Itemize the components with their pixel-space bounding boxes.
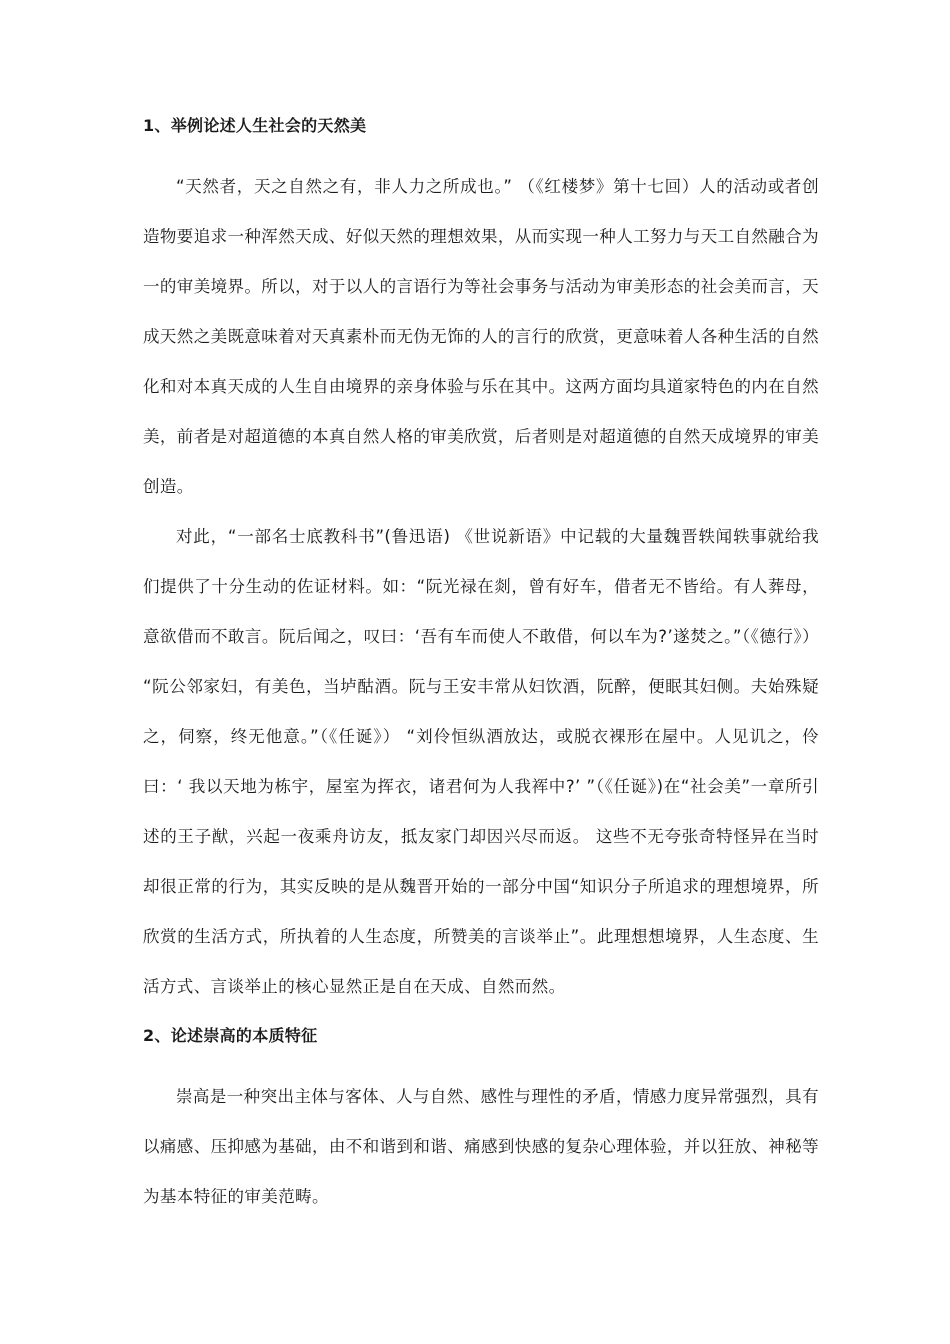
section-1-heading: 1、举例论述人生社会的天然美 bbox=[143, 116, 367, 135]
section-2-paragraph-1: 崇高是一种突出主体与客体、人与自然、感性与理性的矛盾，情感力度异常强烈，具有以痛感、压抑感为基础，由不和谐到和谐、痛感到快感的复杂心理体验，并以狂放、神秘等为基本特征的审美范畴。 bbox=[143, 1087, 819, 1206]
section-1-paragraph-2: 对此，“一部名士底教科书”(鲁迅语) 《世说新语》中记载的大量魏晋轶闻轶事就给我们提供了十分生动的佐证材料。如：“阮光禄在剡，曾有好车，借者无不皆给。有人葬母，意欲借而不敢言。阮后闻之，叹曰：‘吾有车而使人不敢借，何以车为?’遂焚之。”（《德行》） “阮公邻家妇，有美色，当垆酤酒。阮与王安丰常从妇饮酒，阮醉，便眠其妇侧。夫始殊疑之，伺察，终无他意。”（《任诞》） “刘伶恒纵酒放达，或脱衣裸形在屋中。人见讥之，伶曰：‘ 我以天地为栋宇，屋室为挥衣，诸君何为人我裈中?’ ”（《任诞》)在“社会美”一章所引述的王子猷，兴起一夜乘舟访友，抵友家门却因兴尽而返。 这些不无夸张奇特怪异在当时却很正常的行为，其实反映的是从魏晋开始的一部分中国“知识分子所追求的理想境界，所欣赏的生活方式，所执着的人生态度，所赞美的言谈举止”。此理想想境界，人生态度、生活方式、言谈举止的核心显然正是自在天成、自然而然。 bbox=[143, 527, 819, 996]
section-1-paragraph-1: “天然者，天之自然之有，非人力之所成也。” （《红楼梦》第十七回）人的活动或者创造物要追求一种浑然天成、好似天然的理想效果，从而实现一种人工努力与天工自然融合为一的审美境界。所以，对于以人的言语行为等社会事务与活动为审美形态的社会美而言，天成天然之美既意味着对天真素朴而无伪无饰的人的言行的欣赏，更意味着人各种生活的自然化和对本真天成的人生自由境界的亲身体验与乐在其中。这两方面均具道家特色的内在自然美，前者是对超道德的本真自然人格的审美欣赏，后者则是对超道德的自然天成境界的审美创造。 bbox=[143, 177, 819, 496]
document-page bbox=[143, 106, 819, 1222]
section-2-heading: 2、论述崇高的本质特征 bbox=[143, 1026, 318, 1045]
